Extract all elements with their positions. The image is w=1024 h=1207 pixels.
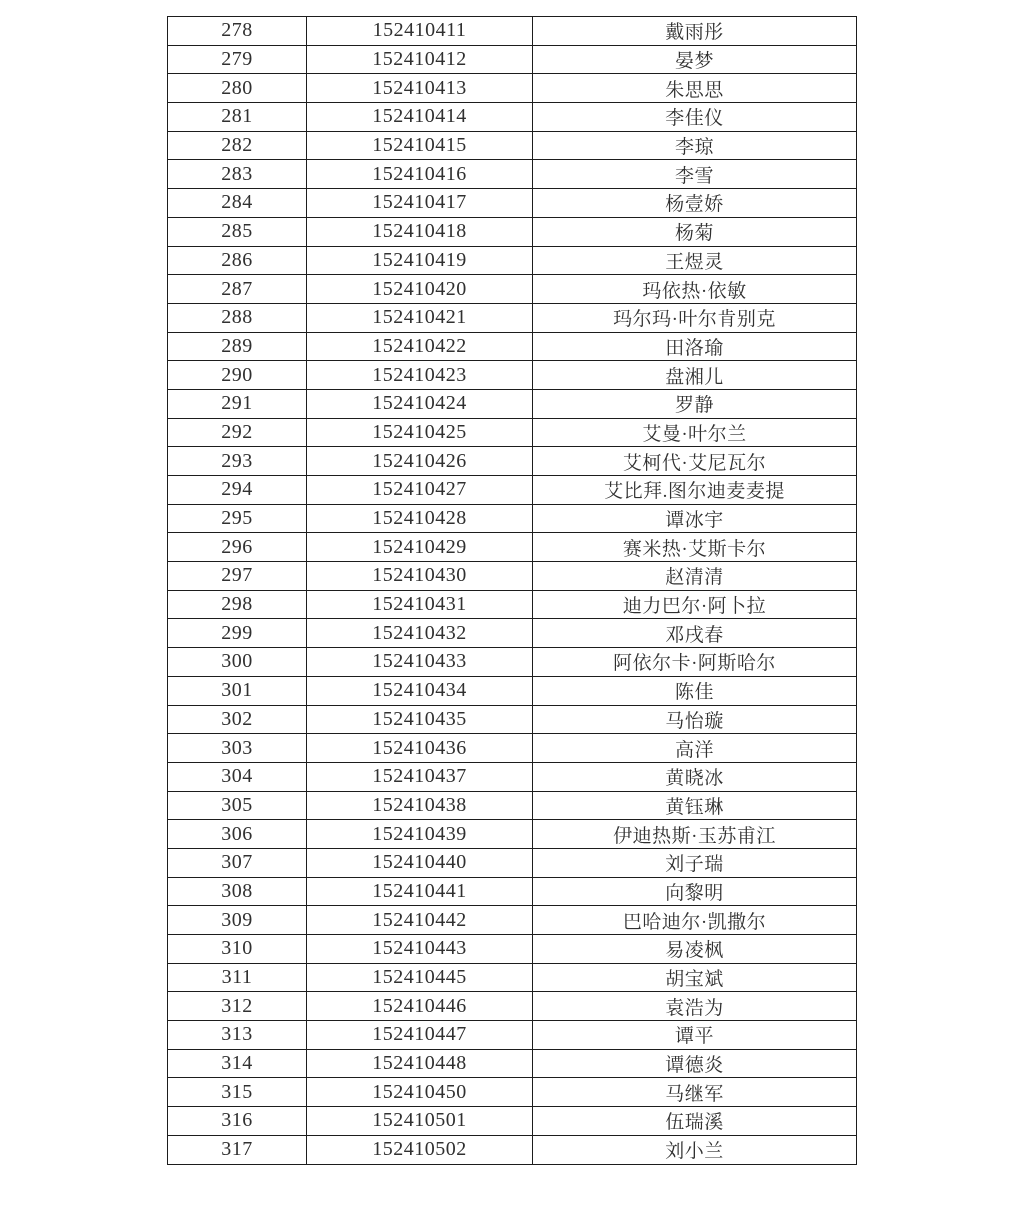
table-row [168,476,857,505]
student-id-cell: 152410430 [307,562,533,591]
row-number-cell: 296 [168,533,307,562]
table-row [168,504,857,533]
row-number-cell: 281 [168,103,307,132]
row-number-cell: 279 [168,45,307,74]
table-row [168,418,857,447]
table-row [168,1078,857,1107]
table-row [168,935,857,964]
student-name-cell: 刘子瑞 [533,848,857,877]
row-number-cell: 300 [168,648,307,677]
student-name-cell: 袁浩为 [533,992,857,1021]
roster-table [167,16,857,1165]
row-number-cell: 308 [168,877,307,906]
student-name-cell: 杨菊 [533,217,857,246]
row-number-cell: 307 [168,848,307,877]
table-row [168,189,857,218]
student-id-cell: 152410431 [307,590,533,619]
table-row [168,160,857,189]
student-name-cell: 艾柯代·艾尼瓦尔 [533,447,857,476]
table-row [168,74,857,103]
row-number-cell: 298 [168,590,307,619]
row-number-cell: 314 [168,1049,307,1078]
row-number-cell: 316 [168,1107,307,1136]
table-row [168,389,857,418]
student-id-cell: 152410418 [307,217,533,246]
student-name-cell: 易凌枫 [533,935,857,964]
table-row [168,877,857,906]
student-name-cell: 伍瑞溪 [533,1107,857,1136]
student-name-cell: 高洋 [533,734,857,763]
student-name-cell: 巴哈迪尔·凯撒尔 [533,906,857,935]
student-name-cell: 向黎明 [533,877,857,906]
roster-table-body [168,17,857,1165]
student-name-cell: 李佳仪 [533,103,857,132]
student-name-cell: 伊迪热斯·玉苏甫江 [533,820,857,849]
table-row [168,963,857,992]
table-row [168,17,857,46]
student-name-cell: 李琼 [533,131,857,160]
row-number-cell: 278 [168,17,307,46]
row-number-cell: 295 [168,504,307,533]
student-name-cell: 艾比拜.图尔迪麦麦提 [533,476,857,505]
row-number-cell: 315 [168,1078,307,1107]
row-number-cell: 297 [168,562,307,591]
student-id-cell: 152410448 [307,1049,533,1078]
student-name-cell: 赛米热·艾斯卡尔 [533,533,857,562]
row-number-cell: 317 [168,1135,307,1164]
student-name-cell: 迪力巴尔·阿卜拉 [533,590,857,619]
table-row [168,648,857,677]
student-id-cell: 152410441 [307,877,533,906]
student-id-cell: 152410438 [307,791,533,820]
table-row [168,734,857,763]
table-row [168,1135,857,1164]
student-id-cell: 152410436 [307,734,533,763]
student-id-cell: 152410423 [307,361,533,390]
student-id-cell: 152410413 [307,74,533,103]
table-row [168,705,857,734]
student-name-cell: 李雪 [533,160,857,189]
table-row [168,590,857,619]
student-name-cell: 胡宝斌 [533,963,857,992]
student-id-cell: 152410411 [307,17,533,46]
student-name-cell: 盘湘儿 [533,361,857,390]
table-row [168,762,857,791]
table-row [168,246,857,275]
table-row [168,303,857,332]
row-number-cell: 301 [168,676,307,705]
row-number-cell: 304 [168,762,307,791]
student-id-cell: 152410417 [307,189,533,218]
row-number-cell: 294 [168,476,307,505]
row-number-cell: 286 [168,246,307,275]
row-number-cell: 313 [168,1021,307,1050]
table-row [168,906,857,935]
table-row [168,1049,857,1078]
student-name-cell: 谭冰宇 [533,504,857,533]
table-row [168,332,857,361]
table-row [168,676,857,705]
student-name-cell: 马怡璇 [533,705,857,734]
student-name-cell: 艾曼·叶尔兰 [533,418,857,447]
table-row [168,562,857,591]
student-name-cell: 田洛瑜 [533,332,857,361]
table-row [168,217,857,246]
student-name-cell: 黄晓冰 [533,762,857,791]
student-name-cell: 戴雨彤 [533,17,857,46]
student-id-cell: 152410426 [307,447,533,476]
student-id-cell: 152410427 [307,476,533,505]
row-number-cell: 293 [168,447,307,476]
student-id-cell: 152410428 [307,504,533,533]
row-number-cell: 282 [168,131,307,160]
row-number-cell: 290 [168,361,307,390]
student-id-cell: 152410502 [307,1135,533,1164]
student-id-cell: 152410435 [307,705,533,734]
table-row [168,447,857,476]
table-row [168,131,857,160]
student-name-cell: 王煜灵 [533,246,857,275]
row-number-cell: 309 [168,906,307,935]
row-number-cell: 306 [168,820,307,849]
student-name-cell: 赵清清 [533,562,857,591]
student-name-cell: 玛依热·依敏 [533,275,857,304]
student-name-cell: 罗静 [533,389,857,418]
row-number-cell: 311 [168,963,307,992]
student-name-cell: 朱思思 [533,74,857,103]
student-id-cell: 152410450 [307,1078,533,1107]
student-name-cell: 晏梦 [533,45,857,74]
table-row [168,619,857,648]
table-row [168,992,857,1021]
row-number-cell: 288 [168,303,307,332]
row-number-cell: 305 [168,791,307,820]
student-id-cell: 152410440 [307,848,533,877]
table-row [168,1107,857,1136]
table-row [168,533,857,562]
student-id-cell: 152410419 [307,246,533,275]
student-id-cell: 152410434 [307,676,533,705]
student-id-cell: 152410443 [307,935,533,964]
row-number-cell: 312 [168,992,307,1021]
student-id-cell: 152410429 [307,533,533,562]
student-id-cell: 152410445 [307,963,533,992]
row-number-cell: 310 [168,935,307,964]
student-name-cell: 邓戌春 [533,619,857,648]
student-id-cell: 152410424 [307,389,533,418]
student-id-cell: 152410442 [307,906,533,935]
row-number-cell: 299 [168,619,307,648]
student-id-cell: 152410425 [307,418,533,447]
table-row [168,45,857,74]
student-id-cell: 152410420 [307,275,533,304]
table-row [168,103,857,132]
row-number-cell: 292 [168,418,307,447]
row-number-cell: 280 [168,74,307,103]
student-name-cell: 谭平 [533,1021,857,1050]
student-id-cell: 152410447 [307,1021,533,1050]
student-name-cell: 阿依尔卡·阿斯哈尔 [533,648,857,677]
table-row [168,361,857,390]
row-number-cell: 285 [168,217,307,246]
row-number-cell: 284 [168,189,307,218]
student-name-cell: 玛尔玛·叶尔肯别克 [533,303,857,332]
student-id-cell: 152410432 [307,619,533,648]
row-number-cell: 303 [168,734,307,763]
row-number-cell: 283 [168,160,307,189]
row-number-cell: 289 [168,332,307,361]
student-name-cell: 谭德炎 [533,1049,857,1078]
table-row [168,791,857,820]
table-row [168,820,857,849]
student-id-cell: 152410415 [307,131,533,160]
table-row [168,848,857,877]
student-id-cell: 152410439 [307,820,533,849]
row-number-cell: 291 [168,389,307,418]
student-id-cell: 152410433 [307,648,533,677]
student-id-cell: 152410501 [307,1107,533,1136]
student-id-cell: 152410414 [307,103,533,132]
student-name-cell: 杨壹娇 [533,189,857,218]
row-number-cell: 302 [168,705,307,734]
student-name-cell: 刘小兰 [533,1135,857,1164]
row-number-cell: 287 [168,275,307,304]
student-id-cell: 152410437 [307,762,533,791]
table-row [168,1021,857,1050]
student-name-cell: 黄钰琳 [533,791,857,820]
student-name-cell: 陈佳 [533,676,857,705]
student-id-cell: 152410446 [307,992,533,1021]
student-id-cell: 152410421 [307,303,533,332]
student-id-cell: 152410422 [307,332,533,361]
student-name-cell: 马继军 [533,1078,857,1107]
student-id-cell: 152410412 [307,45,533,74]
student-id-cell: 152410416 [307,160,533,189]
table-row [168,275,857,304]
